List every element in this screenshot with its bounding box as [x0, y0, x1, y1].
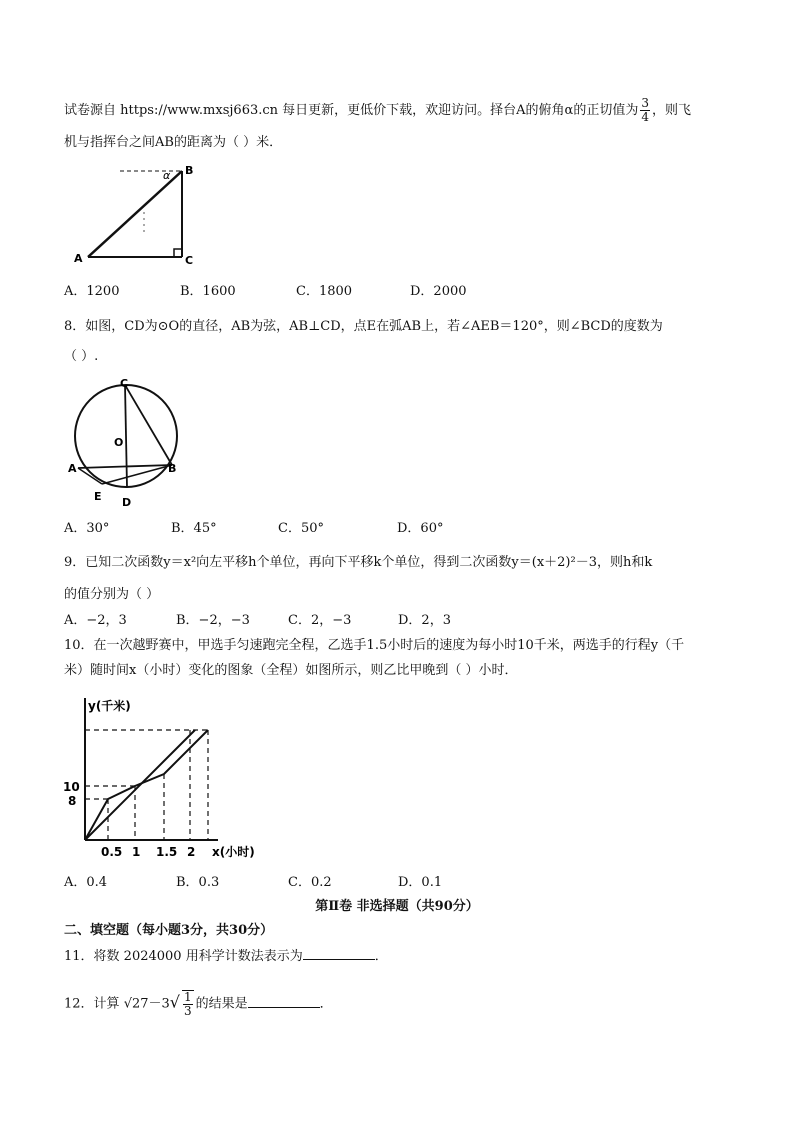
q8-label-b: B [168, 462, 177, 475]
q10-option-d: D．0.1 [398, 875, 443, 890]
q9-option-d: D．2，3 [398, 613, 451, 628]
q9-options [64, 612, 451, 630]
q12-line: 12．计算 √27－3√ $\frac{1}{3}$ 的结果是 ． [64, 990, 333, 1018]
q10-x-tick-0.5: 0.5 [101, 845, 123, 859]
q7-line1: 试卷源自 https://www.mxsj663.cn 每日更新，更低价下载，欢迎访问。择台A的俯角α的正切值为 $\frac{3}{4}$ ，则飞 [64, 96, 691, 124]
q10-y-tick-10: 10 [63, 780, 80, 794]
q8-label-a: A [68, 462, 77, 475]
q9-option-a: A．−2，3 [64, 613, 127, 628]
q10-line2: 米）随时间x（小时）变化的图象（全程）如图所示，则乙比甲晚到（ ）小时． [64, 663, 518, 678]
q9-line1: 9．已知二次函数y＝x²向左平移h个单位，再向下平移k个单位，得到二次函数y＝(x＋2)²－3，则h和k [64, 555, 653, 570]
section-title: 第Ⅱ卷 非选择题（共90分） [315, 899, 479, 914]
q7-fraction: $\frac{3}{4}$ [641, 96, 649, 124]
q10-y-axis-label: y(千米) [88, 699, 131, 713]
q8-label-o: O [114, 436, 124, 449]
q10-options [64, 874, 442, 892]
section-heading: 二、填空题（每小题3分，共30分） [64, 923, 274, 938]
q10-x-tick-2: 2 [187, 845, 196, 859]
q7-line2: 机与指挥台之间AB的距离为（ ）米． [64, 135, 283, 150]
q9-line2: 的值分别为（ ） [64, 587, 160, 602]
q7-label-c: C [185, 254, 194, 267]
source-note: 试卷源自 https://www.mxsj663.cn 每日更新，更低价下载，欢迎访问。 [64, 103, 491, 118]
q10-x-tick-1: 1 [132, 845, 141, 859]
q10-option-c: C．0.2 [288, 875, 332, 890]
q7-label-alpha: α [163, 169, 171, 182]
q8-option-a: A．30° [64, 521, 110, 536]
q8-line2: （ ）. [64, 349, 99, 364]
q10-x-axis-label: x(小时) [212, 845, 255, 859]
q12-sqrt27: √27 [123, 996, 149, 1012]
q12-suffix: 的结果是 [195, 996, 248, 1012]
q10-option-b: B．0.3 [176, 875, 220, 890]
q7-label-a: A [74, 252, 83, 265]
q10-option-a: A．0.4 [64, 875, 108, 890]
q12-fraction: $\frac{1}{3}$ [184, 990, 192, 1018]
q10-x-tick-1.5: 1.5 [156, 845, 178, 859]
q7-option-b: B．1600 [180, 284, 236, 299]
q8-option-b: B．45° [171, 521, 217, 536]
q11-answer-blank [303, 947, 375, 960]
q10-y-tick-8: 8 [68, 794, 77, 808]
q12-prefix: 12．计算 [64, 996, 120, 1012]
q10-graph [60, 688, 280, 864]
q9-option-b: B．−2，−3 [176, 613, 250, 628]
q12-minus: －3 [148, 996, 170, 1012]
q7-figure [70, 160, 200, 270]
q8-label-e: E [94, 490, 102, 503]
q7-text: 择台A的俯角α的正切值为 [490, 103, 639, 118]
q12-answer-blank [248, 995, 320, 1008]
q9-option-c: C．2，−3 [288, 613, 352, 628]
q8-line1: 8．如图，CD为⊙O的直径，AB为弦，AB⊥CD，点E在弧AB上，若∠AEB＝120°，则∠BCD的度数为 [64, 319, 663, 334]
q7-option-c: C．1800 [296, 284, 353, 299]
q8-label-d: D [122, 496, 132, 509]
q10-line1: 10．在一次越野赛中，甲选手匀速跑完全程，乙选手1.5小时后的速度为每小时10千米，两选手的行程y（千 [64, 638, 685, 653]
q8-option-c: C．50° [278, 521, 324, 536]
q7-option-d: D．2000 [410, 284, 467, 299]
q8-option-d: D．60° [397, 521, 444, 536]
q7-option-a: A．1200 [64, 284, 120, 299]
q8-figure [66, 376, 186, 512]
q11-text: 11．将数 2024000 用科学计数法表示为 [64, 949, 303, 964]
q8-options [64, 520, 443, 538]
q7-label-b: B [185, 164, 194, 177]
q7-options [64, 283, 467, 301]
q8-label-c: C [120, 377, 129, 390]
q11-line: 11．将数 2024000 用科学计数法表示为 ． [64, 949, 388, 964]
